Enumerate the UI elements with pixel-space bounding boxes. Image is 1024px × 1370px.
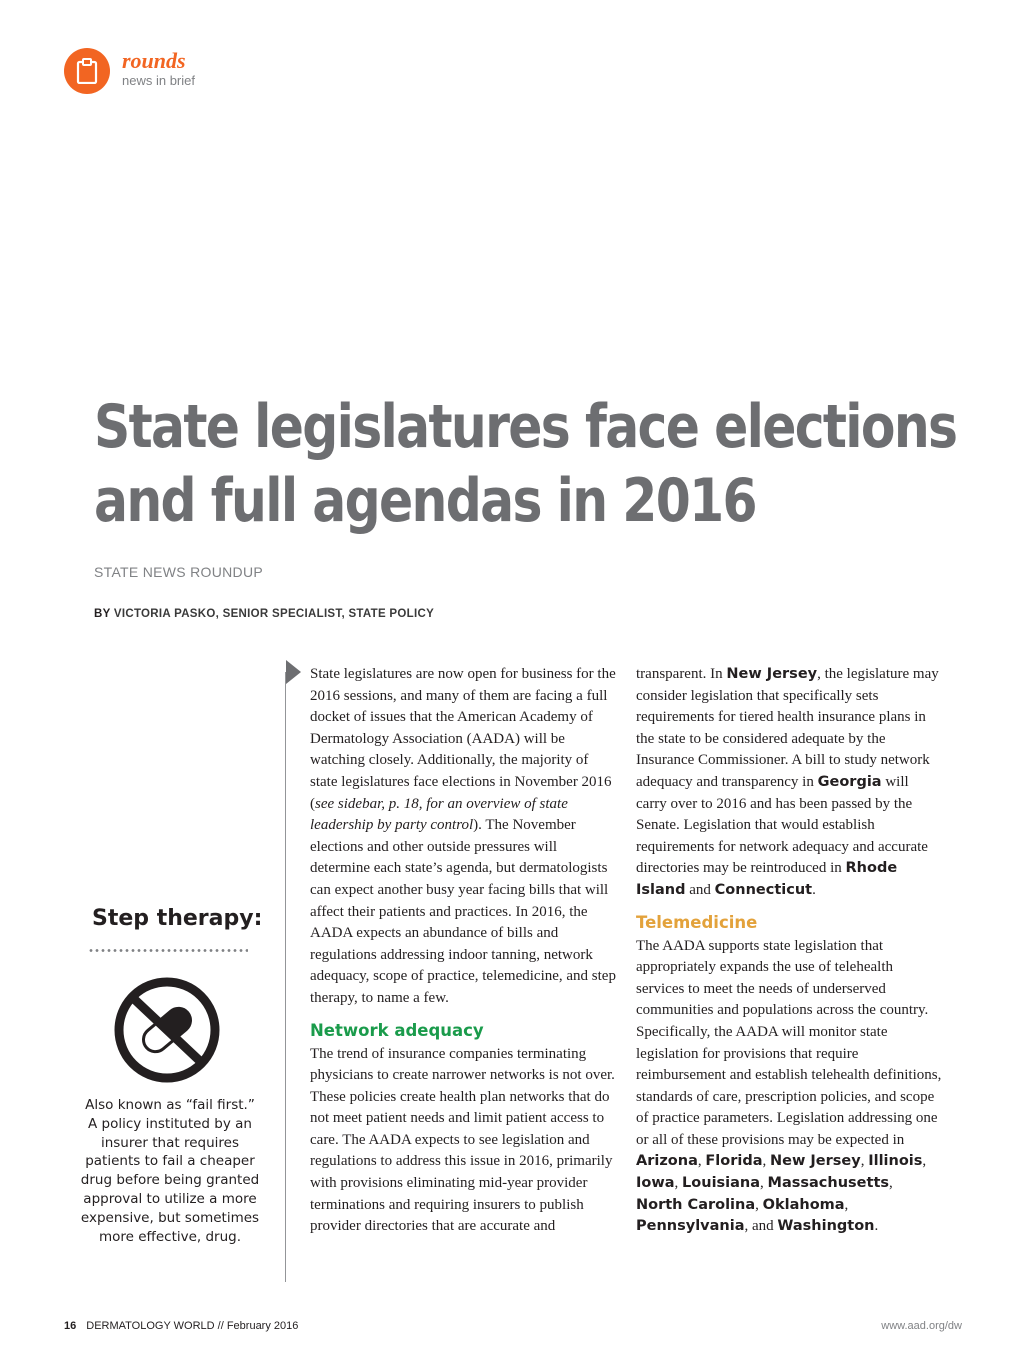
intro-text-a: State legislatures are now open for business for the 2016 sessions, and many of them are facing a full docket of issues that the American Academy of Dermatology Association (AADA) will be watching closely. Additionally, the majority of state legislatures face elections in November 2016 ( <box>310 666 616 812</box>
subhead-telemedicine: Telemedicine <box>636 912 758 932</box>
intro-text-b: ). The November elections and other outside pressures will determine each state’s agenda, but dermatologists can expect another busy year facing bills that will affect their patients and practices. In 2016, the AADA expects an abundance of bills and regulations addressing indoor tanning, network adequacy, scope of practice, telemedicine, and step therapy, to name a few. <box>310 817 616 1006</box>
section-tagline: news in brief <box>122 73 195 88</box>
text: transparent. In <box>636 666 727 682</box>
section-name: rounds <box>122 48 186 73</box>
footer-folio <box>64 1320 298 1332</box>
headline-line-1: State legislatures face elections <box>94 392 957 462</box>
kicker: STATE NEWS ROUNDUP <box>94 564 263 580</box>
text: and <box>685 881 715 898</box>
state-name: Washington <box>777 1218 875 1235</box>
text: . <box>874 1218 879 1235</box>
intro-reference: see sidebar, p. 18, for an overview of state leadership by party control <box>310 795 568 834</box>
byline <box>94 608 434 620</box>
network-paragraph-cont <box>636 664 942 902</box>
no-pills-icon <box>112 975 222 1085</box>
sidebar-definition: Also known as “fail first.” A policy instituted by an insurer that requires patients to fail a cheaper drug before being granted approval to utilize a more expensive, but sometimes more effective, drug. <box>80 1097 260 1245</box>
network-paragraph: The trend of insurance companies terminating physicians to create narrower networks is not over. These policies create health plan networks that do not meet patient needs and limit patient access to care. The AADA expects to see legislation and regulations to address this issue in 2016, primarily with provisions eliminating mid-year provider terminations and requiring insurers to publish provider directories that are accurate and <box>310 1045 615 1235</box>
footer-url[interactable]: www.aad.org/dw <box>881 1320 962 1332</box>
dotted-divider <box>88 949 248 952</box>
state-name: Iowa <box>636 1175 675 1192</box>
text: , the legislature may consider legislation that specifically sets requirements for tiered health insurance plans in the state to be considered adequate by the Insurance Commissioner. A bill to study network adequacy and transparency in <box>636 666 939 790</box>
text: will carry over to 2016 and has been passed by the Senate. Legislation that would establish requirements for network adequacy and accurate directories may be reintroduced in <box>636 773 928 877</box>
state-name: New Jersey <box>726 666 818 682</box>
telemedicine-paragraph: The AADA supports state legislation that appropriately expands the use of telehealth services to meet the needs of underserved communities and populations across the country. Specifically, the AADA will monitor state legislation for provisions that require reimbursement and establish telehealth definitions, standards of care, prescription policies, and scope of practice parameters. Legislation addressing one or all of these provisions may be expected in Arizona, Florida, New Jersey, Illinois, Iowa, Louisiana, Massachusetts, North Carolina, Oklahoma, Pennsylvania, and Washington. <box>636 937 942 1235</box>
clipboard-icon <box>76 58 98 84</box>
text: and <box>751 1218 774 1235</box>
state-name: New Jersey <box>769 1153 861 1170</box>
state-name: Massachusetts <box>767 1175 890 1192</box>
state-name: Illinois <box>868 1153 923 1170</box>
text: The AADA supports state legislation that appropriately expands the use of telehealth services to meet the needs of underserved communities and populations across the country. Specifically, the AADA will monitor state legislation for provisions that require reimbursement and establish telehealth definitions, standards of care, prescription policies, and scope of practice parameters. Legislation addressing one or all of these provisions may be expected in <box>636 937 942 1148</box>
state-name: Rhode Island <box>636 860 898 898</box>
byline-by: BY <box>94 608 111 620</box>
headline-line-2: and full agendas in 2016 <box>94 466 756 536</box>
pointer-arrow-icon <box>286 660 301 684</box>
state-name: Louisiana <box>682 1175 761 1192</box>
page-number: 16 <box>64 1320 77 1332</box>
state-name: Georgia <box>817 773 882 790</box>
headline <box>94 390 957 538</box>
state-name: Arizona <box>636 1153 698 1170</box>
section-badge <box>64 48 110 94</box>
body-column-1 <box>310 664 616 1238</box>
publication-name: DERMATOLOGY WORLD // February 2016 <box>86 1320 299 1332</box>
state-name: North Carolina <box>636 1196 756 1213</box>
state-name: Oklahoma <box>762 1196 845 1213</box>
sidebar-title: Step therapy: <box>92 906 263 931</box>
text: . <box>812 881 816 898</box>
intro-paragraph <box>310 664 616 1010</box>
subhead-network-adequacy: Network adequacy <box>310 1020 484 1040</box>
byline-author: VICTORIA PASKO, SENIOR SPECIALIST, STATE POLICY <box>113 608 435 620</box>
column-rule <box>285 672 286 1282</box>
state-name: Connecticut <box>714 881 813 898</box>
state-name: Florida <box>705 1153 763 1170</box>
body-column-2 <box>636 664 942 1238</box>
state-name: Pennsylvania <box>636 1218 745 1235</box>
